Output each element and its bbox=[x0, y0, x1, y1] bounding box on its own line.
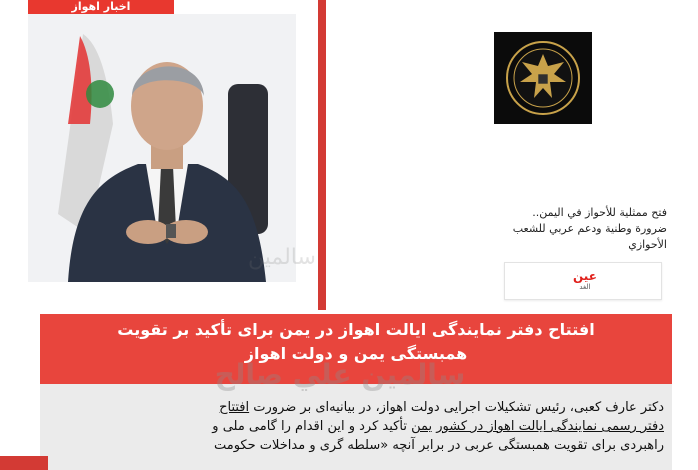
body-line-1: دکتر عارف کعبی، رئیس تشکیلات اجرایی دولت اهواز، در بیانیه‌ای بر ضرورت bbox=[249, 400, 664, 415]
body-line-3: راهبردی برای تقویت همبستگی عربی در برابر آنچه «سلطه گری و مداخلات حکومت bbox=[213, 438, 664, 453]
divider-line bbox=[318, 0, 326, 310]
svg-text:سالمین: سالمین bbox=[248, 245, 316, 270]
headline-line-1: افتتاح دفتر نمایندگی ایالت اهواز در یمن برای تأکید بر تقویت bbox=[117, 320, 595, 339]
name-watermark: سالمین علي صالح bbox=[214, 358, 466, 391]
arabic-caption bbox=[497, 205, 667, 253]
brand-card[interactable] bbox=[504, 262, 662, 300]
logo-emblem bbox=[494, 32, 592, 124]
brand-sub: الغد bbox=[579, 283, 591, 291]
portrait-illustration bbox=[28, 14, 316, 282]
brand-logo bbox=[573, 269, 597, 291]
link-word-iftitah[interactable]: افتتاح bbox=[219, 400, 250, 415]
body-line-2-tail: تأکید کرد و این اقدام را گامی ملی و bbox=[212, 419, 412, 434]
link-office[interactable]: دفتر رسمی نمایندگی ایالت اهواز در کشور bbox=[436, 419, 664, 434]
brand-name: عين bbox=[573, 269, 597, 283]
arabic-caption-line-2: ضرورة وطنية ودعم عربي للشعب bbox=[512, 222, 667, 235]
link-yemen[interactable]: یمن bbox=[411, 419, 433, 434]
arabic-caption-line-1: فتح ممثلية للأحواز في اليمن.. bbox=[532, 206, 667, 219]
arabic-caption-line-3: الأحوازي bbox=[628, 238, 667, 251]
side-accent bbox=[0, 456, 48, 470]
headline-line-2: همبستگی یمن و دولت اهواز bbox=[244, 344, 468, 363]
article-body bbox=[48, 398, 664, 455]
eagle-emblem-icon bbox=[494, 32, 592, 124]
portrait-photo bbox=[28, 14, 316, 282]
category-tag[interactable]: اخبار اهواز bbox=[28, 0, 174, 14]
headline-title bbox=[40, 318, 672, 366]
